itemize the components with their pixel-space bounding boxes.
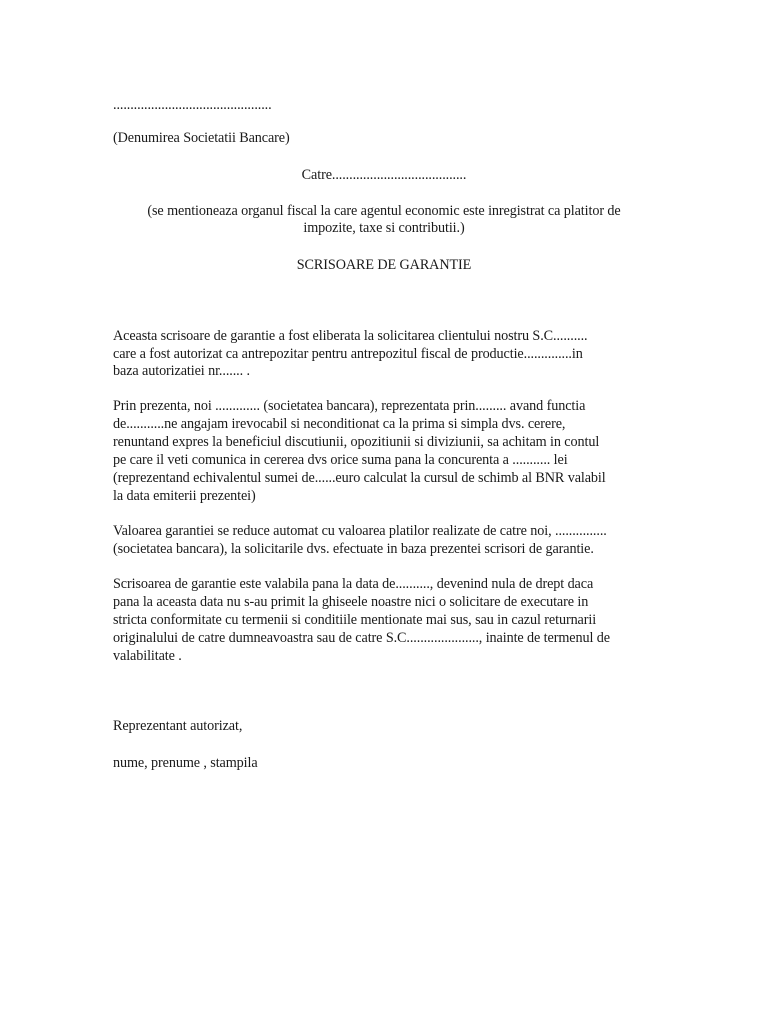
recipient-line: Catre....................................... bbox=[301, 167, 467, 183]
paragraph-line: renuntand expres la beneficiul discutiunii, opozitiunii si diviziunii, sa achitam in contul bbox=[113, 434, 600, 450]
paragraph-line: (societatea bancara), la solicitarile dvs. efectuate in baza prezentei scrisori de garantie. bbox=[113, 541, 594, 557]
paragraph-line: pe care il veti comunica in cererea dvs orice suma pana la concurenta a ........... lei bbox=[113, 452, 568, 468]
paragraph-line: valabilitate . bbox=[113, 648, 182, 664]
paragraph-line: de...........ne angajam irevocabil si neconditionat ca la prima si simpla dvs. cerere, bbox=[113, 416, 566, 432]
paragraph-line: (reprezentand echivalentul sumei de......euro calculat la cursul de schimb al BNR valabil bbox=[113, 470, 606, 486]
paragraph-line: stricta conformitate cu termenii si conditiile mentionate mai sus, sau in cazul returnarii bbox=[113, 612, 597, 628]
note-line-1: (se mentioneaza organul fiscal la care agentul economic este inregistrat ca platitor de bbox=[147, 203, 621, 219]
paragraph-line: originalului de catre dumneavoastra sau de catre S.C....................., inainte de termenul de bbox=[113, 630, 610, 646]
paragraph-line: Aceasta scrisoare de garantie a fost eliberata la solicitarea clientului nostru S.C.......... bbox=[113, 328, 588, 344]
paragraph-line: Scrisoarea de garantie este valabila pana la data de.........., devenind nula de drept daca bbox=[113, 576, 594, 592]
paragraph-line: Prin prezenta, noi ............. (societatea bancara), reprezentata prin......... avand functia bbox=[113, 398, 586, 414]
bank-name: (Denumirea Societatii Bancare) bbox=[113, 130, 290, 146]
paragraph-line: care a fost autorizat ca antrepozitar pentru antrepozitul fiscal de productie..............in bbox=[113, 346, 583, 362]
paragraph-line: pana la aceasta data nu s-au primit la ghiseele noastre nici o solicitare de executare in bbox=[113, 594, 589, 610]
representative-label: Reprezentant autorizat, bbox=[113, 718, 243, 734]
dots-line: .............................................. bbox=[113, 97, 272, 113]
letter-title: SCRISOARE DE GARANTIE bbox=[296, 257, 472, 273]
paragraph-line: baza autorizatiei nr....... . bbox=[113, 363, 250, 379]
paragraph-line: la data emiterii prezentei) bbox=[113, 488, 256, 504]
note-line-2: impozite, taxe si contributii.) bbox=[303, 220, 465, 236]
name-stamp-label: nume, prenume , stampila bbox=[113, 755, 258, 771]
paragraph-line: Valoarea garantiei se reduce automat cu valoarea platilor realizate de catre noi, ............... bbox=[113, 523, 607, 539]
